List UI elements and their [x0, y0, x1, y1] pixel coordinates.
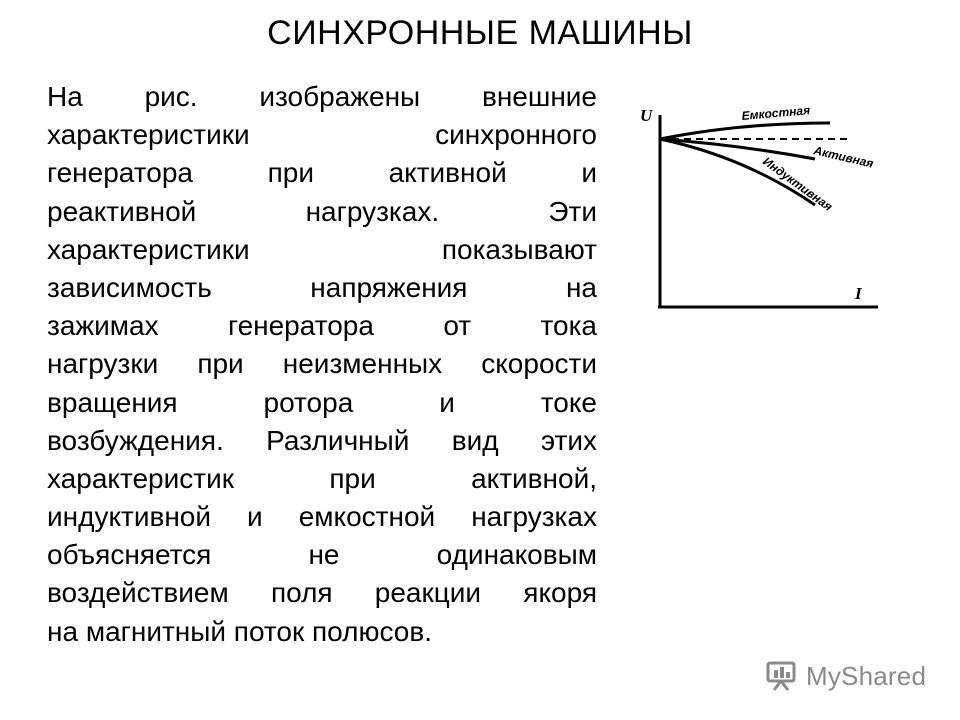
page-title: СИНХРОННЫЕ МАШИНЫ	[267, 14, 693, 52]
active-curve-label: Активная	[812, 143, 875, 171]
paragraph-line: на магнитный поток полюсов.	[47, 615, 433, 647]
paragraph-line: возбуждения. Различный вид этих	[47, 424, 597, 456]
paragraph-line: объясняется не одинаковым	[47, 539, 597, 571]
inductive-curve-label: Индуктивная	[760, 154, 836, 214]
watermark	[764, 656, 926, 696]
y-axis-label: U	[640, 106, 653, 125]
paragraph-line: индуктивной и емкостной нагрузках	[47, 501, 597, 533]
active-curve	[660, 139, 815, 159]
watermark-text: MyShared	[806, 660, 927, 691]
paragraph-line: воздействием поля реакции якоря	[47, 577, 597, 609]
presentation-board-icon	[764, 659, 798, 693]
paragraph-line: зажимах генератора от тока	[47, 310, 597, 342]
paragraph-line: вращения ротора и токе	[47, 386, 597, 418]
paragraph-line: На рис. изображены внешние	[47, 81, 597, 112]
paragraph-line: характеристики показывают	[47, 233, 597, 265]
paragraph-line: реактивной нагрузках. Эти	[47, 195, 597, 227]
capacitive-curve	[660, 123, 830, 139]
x-axis-label: I	[855, 284, 862, 303]
paragraph-line: зависимость напряжения на	[47, 271, 597, 303]
capacitive-curve-label: Емкостная	[741, 103, 811, 123]
paragraph-line: генератора при активной и	[47, 157, 597, 189]
paragraph-line: характеристики синхронного	[47, 119, 597, 151]
paragraph-line: нагрузки при неизменных скорости	[47, 348, 597, 380]
external-characteristics-diagram	[630, 95, 890, 320]
paragraph-line: характеристик при активной,	[47, 462, 597, 494]
paragraph	[47, 78, 597, 651]
